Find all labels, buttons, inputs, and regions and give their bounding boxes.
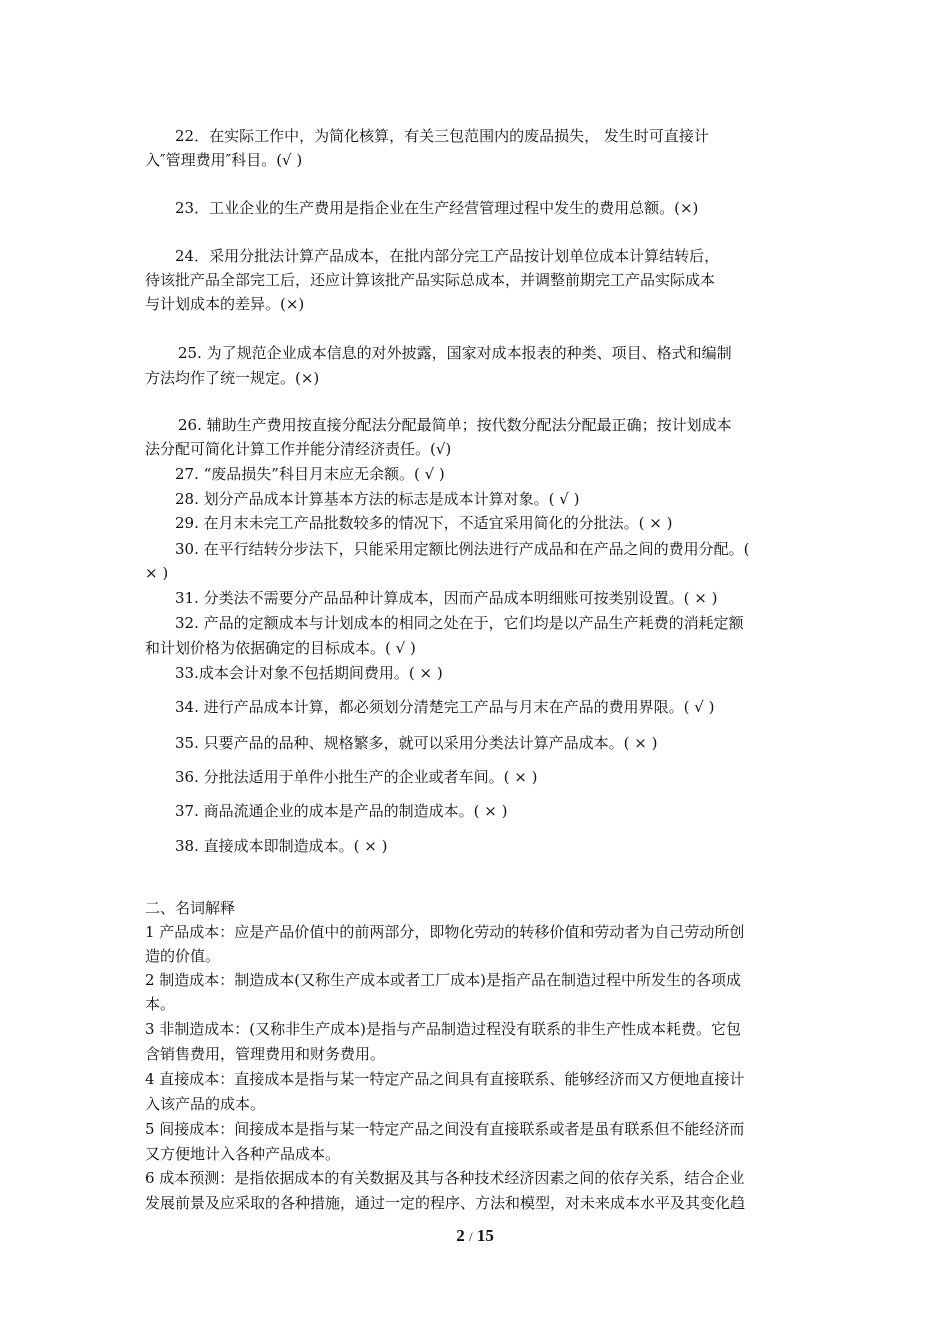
text-line: 5 间接成本：间接成本是指与某一特定产品之间没有直接联系或者是虽有联系但不能经济而 [145, 1120, 745, 1138]
text-line: 6 成本预测：是指依据成本的有关数据及其与各种技术经济因素之间的依存关系，结合企业 [145, 1169, 745, 1187]
text-line: 1 产品成本：应是产品价值中的前两部分，即物化劳动的转移价值和劳动者为自己劳动所创 [145, 923, 745, 941]
text-line: 入″管理费用″科目。(√ ) [145, 151, 303, 169]
text-line: 24．采用分批法计算产品成本，在批内部分完工产品按计划单位成本计算结转后， [175, 247, 720, 265]
text-line: 法分配可简化计算工作并能分清经济责任。(√) [145, 440, 452, 458]
text-line: 31. 分类法不需要分产品品种计算成本，因而产品成本明细账可按类别设置。( × ) [175, 589, 718, 607]
text-line: 与计划成本的差异。(×) [145, 295, 305, 313]
text-line: 方法均作了统一规定。(×) [145, 369, 320, 387]
text-line: 本。 [145, 995, 176, 1013]
text-line: 造的价值。 [145, 947, 221, 965]
text-line: 又方便地计入各种产品成本。 [145, 1145, 341, 1163]
text-line: 33.成本会计对象不包括期间费用。( × ) [175, 664, 443, 682]
text-line: 23．工业企业的生产费用是指企业在生产经营管理过程中发生的费用总额。(×) [175, 199, 699, 217]
text-line: 含销售费用，管理费用和财务费用。 [145, 1045, 386, 1063]
page-number [0, 1226, 950, 1246]
text-line: 4 直接成本：直接成本是指与某一特定产品之间具有直接联系、能够经济而又方便地直接计 [145, 1070, 745, 1088]
text-line: 37. 商品流通企业的成本是产品的制造成本。( × ) [175, 802, 508, 820]
text-line: 36. 分批法适用于单件小批生产的企业或者车间。( × ) [175, 768, 538, 786]
text-line: 27. “废品损失”科目月末应无余额。( √ ) [175, 465, 445, 483]
text-line: 和计划价格为依据确定的目标成本。( √ ) [145, 639, 416, 657]
text-line: 28. 划分产品成本计算基本方法的标志是成本计算对象。( √ ) [175, 490, 580, 508]
text-line: × ) [145, 564, 169, 582]
page-total: 15 [476, 1226, 494, 1245]
text-line: 22．在实际工作中，为简化核算，有关三包范围内的废品损失， 发生时可直接计 [175, 127, 709, 145]
text-line: 29. 在月末未完工产品批数较多的情况下，不适宜采用简化的分批法。( × ) [175, 514, 673, 532]
page-separator: / [468, 1229, 473, 1244]
text-line: 38. 直接成本即制造成本。( × ) [175, 837, 388, 855]
text-line: 入该产品的成本。 [145, 1095, 266, 1113]
text-line: 34. 进行产品成本计算，都必须划分清楚完工产品与月末在产品的费用界限。( √ ) [175, 698, 715, 716]
text-line: 25. 为了规范企业成本信息的对外披露，国家对成本报表的种类、项目、格式和编制 [178, 344, 732, 362]
section-heading: 二、名词解释 [145, 899, 236, 917]
text-line: 待该批产品全部完工后，还应计算该批产品实际总成本，并调整前期完工产品实际成本 [145, 271, 716, 289]
text-line: 32. 产品的定额成本与计划成本的相同之处在于，它们均是以产品生产耗费的消耗定额 [175, 614, 744, 632]
text-line: 26. 辅助生产费用按直接分配法分配最简单；按代数分配法分配最正确；按计划成本 [178, 416, 732, 434]
text-line: 3 非制造成本：(又称非生产成本)是指与产品制造过程没有联系的非生产性成本耗费。它包 [145, 1020, 742, 1038]
text-line: 30. 在平行结转分步法下，只能采用定额比例法进行产成品和在产品之间的费用分配。( [175, 540, 750, 558]
text-line: 发展前景及应采取的各种措施，通过一定的程序、方法和模型，对未来成本水平及其变化趋 [145, 1194, 746, 1212]
text-line: 35. 只要产品的品种、规格繁多，就可以采用分类法计算产品成本。( × ) [175, 734, 658, 752]
page-current: 2 [456, 1226, 465, 1245]
text-line: 2 制造成本：制造成本(又称生产成本或者工厂成本)是指产品在制造过程中所发生的各项成 [145, 971, 742, 989]
